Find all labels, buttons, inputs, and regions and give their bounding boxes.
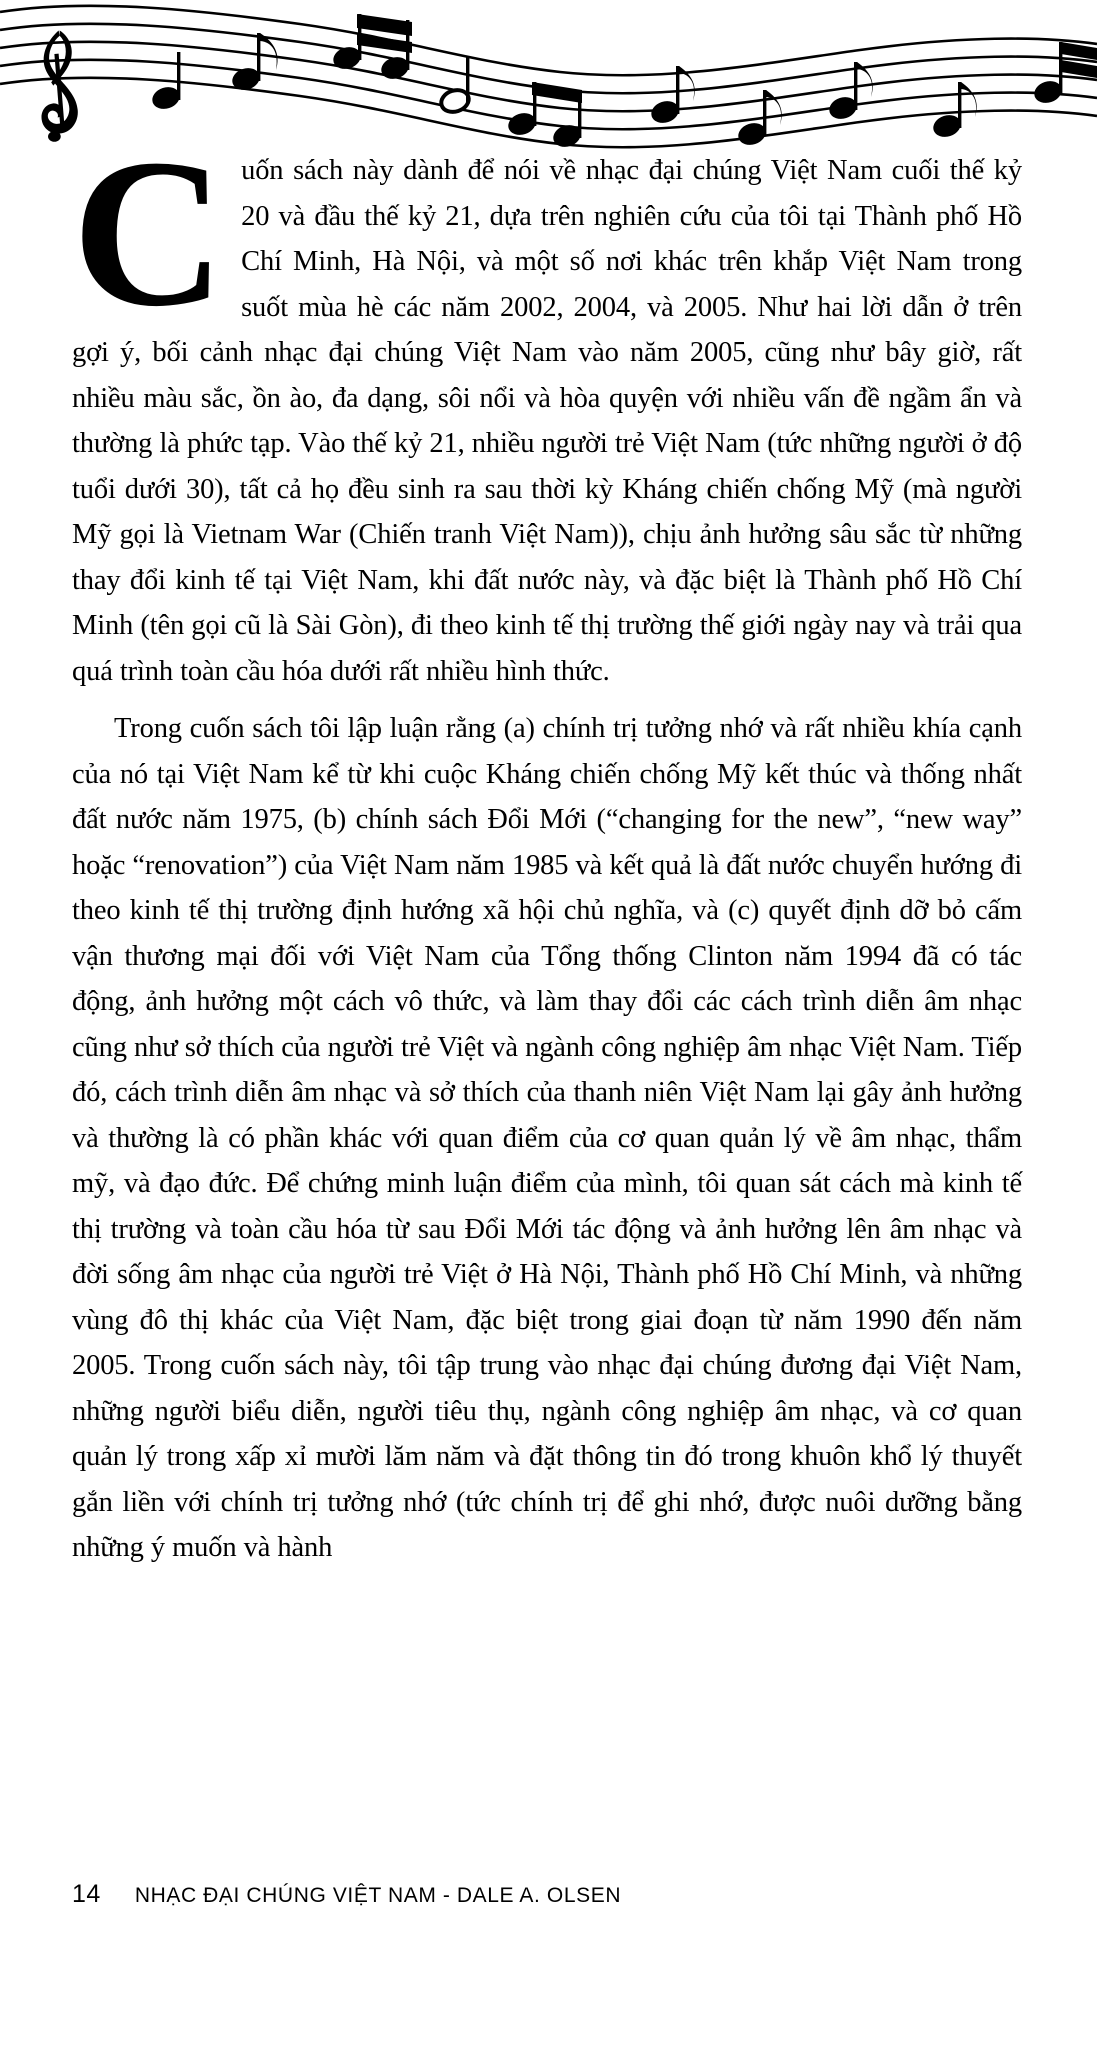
body-text-column [72, 115, 1022, 1571]
paragraph-2: Trong cuốn sách tôi lập luận rằng (a) chính trị tưởng nhớ và rất nhiều khía cạnh của nó tại Việt Nam kể từ khi cuộc Kháng chiến chống Mỹ kết thúc và thống nhất đất nước năm 1975, (b) chính sách Đổi Mới (“changing for the new”, “new way” hoặc “renovation”) của Việt Nam năm 1985 và kết quả là đất nước chuyển hướng đi theo kinh tế thị trường định hướng xã hội chủ nghĩa, và (c) quyết định dỡ bỏ cấm vận thương mại đối với Việt Nam của Tổng thống Clinton năm 1994 đã có tác động, ảnh hưởng một cách vô thức, và làm thay đổi các cách trình diễn âm nhạc cũng như sở thích của người trẻ Việt và ngành công nghiệp âm nhạc Việt Nam. Tiếp đó, cách trình diễn âm nhạc và sở thích của thanh niên Việt Nam lại gây ảnh hưởng và thường là có phần khác với quan điểm của cơ quan quản lý về âm nhạc, thẩm mỹ, và đạo đức. Để chứng minh luận điểm của mình, tôi quan sát cách mà kinh tế thị trường và toàn cầu hóa từ sau Đổi Mới tác động và ảnh hưởng lên âm nhạc và đời sống âm nhạc của người trẻ Việt ở Hà Nội, Thành phố Hồ Chí Minh, và những vùng đô thị khác của Việt Nam, đặc biệt trong giai đoạn từ năm 1990 đến năm 2005. Trong cuốn sách này, tôi tập trung vào nhạc đại chúng đương đại Việt Nam, những người biểu diễn, người tiêu thụ, ngành công nghiệp âm nhạc, và cơ quan quản lý trong xấp xỉ mười lăm năm và đặt thông tin đó trong khuôn khổ lý thuyết gắn liền với chính trị tưởng nhớ (tức chính trị để ghi nhớ, được nuôi dưỡng bằng những ý muốn và hành [72, 713, 1022, 1563]
page-footer [72, 1880, 1022, 1909]
running-head: NHẠC ĐẠI CHÚNG VIỆT NAM - DALE A. OLSEN [134, 1884, 622, 1907]
paragraph-1 [72, 115, 1022, 694]
drop-cap: C [72, 115, 226, 350]
paragraph-1-text: uốn sách này dành để nói về nhạc đại chúng Việt Nam cuối thế kỷ 20 và đầu thế kỷ 21, dựa trên nghiên cứu của tôi tại Thành phố Hồ Chí Minh, Hà Nội, và một số nơi khác trên khắp Việt Nam trong suốt mùa hè các năm 2002, 2004, và 2005. Như hai lời dẫn ở trên gợi ý, bối cảnh nhạc đại chúng Việt Nam vào năm 2005, cũng như bây giờ, rất nhiều màu sắc, ồn ào, đa dạng, sôi nổi và hòa quyện với nhiều vấn đề ngầm ẩn và thường là phức tạp. Vào thế kỷ 21, nhiều người trẻ Việt Nam (tức những người ở độ tuổi dưới 30), tất cả họ đều sinh ra sau thời kỳ Kháng chiến chống Mỹ (mà người Mỹ gọi là Vietnam War (Chiến tranh Việt Nam)), chịu ảnh hưởng sâu sắc từ những thay đổi kinh tế tại Việt Nam, khi đất nước này, và đặc biệt là Thành phố Hồ Chí Minh (tên gọi cũ là Sài Gòn), đi theo kinh tế thị trường thế giới ngày nay và trải qua quá trình toàn cầu hóa dưới rất nhiều hình thức. [72, 155, 1022, 687]
page-number: 14 [72, 1880, 101, 1908]
